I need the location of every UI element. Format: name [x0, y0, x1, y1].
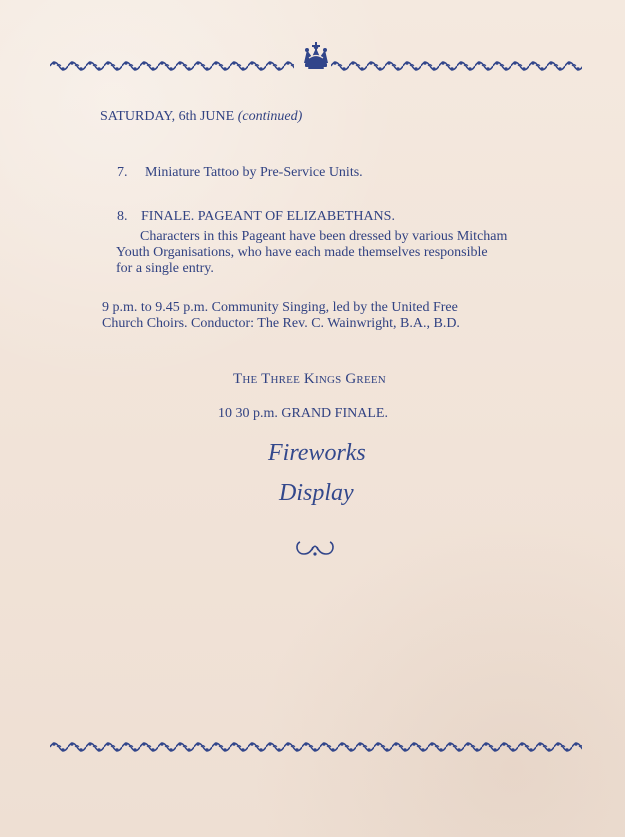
- item-text: Miniature Tattoo by Pre-Service Units.: [145, 165, 363, 180]
- fireworks-line-1: Fireworks: [268, 440, 366, 466]
- item-7: [117, 166, 363, 180]
- header-continued: (continued): [237, 109, 303, 124]
- flourish-icon: [294, 536, 336, 560]
- item-8-description-line-1: Characters in this Pageant have been dressed by various Mitcham: [140, 229, 508, 244]
- bottom-border: [50, 740, 582, 754]
- venue-line: The Three Kings Green: [233, 371, 386, 387]
- item-8: [117, 210, 395, 224]
- community-singing-line-1: 9 p.m. to 9.45 p.m. Community Singing, led by the United Free: [102, 300, 458, 315]
- top-border-right: [331, 59, 582, 73]
- header-line: [100, 110, 302, 124]
- item-8-description: [116, 229, 560, 277]
- community-singing-line-2: Church Choirs. Conductor: The Rev. C. Wainwright, B.A., B.D.: [102, 316, 460, 331]
- community-singing: [102, 300, 522, 332]
- fireworks-line-2: Display: [279, 480, 354, 506]
- item-text: FINALE. PAGEANT OF ELIZABETHANS.: [141, 209, 395, 224]
- header-title: SATURDAY, 6th JUNE: [100, 109, 235, 124]
- top-border-left: [50, 59, 294, 73]
- item-8-description-line-3: for a single entry.: [116, 261, 214, 276]
- item-8-description-line-2: Youth Organisations, who have each made themselves responsible: [116, 245, 488, 260]
- item-number: 7.: [117, 165, 128, 180]
- crown-icon: [297, 40, 335, 74]
- grand-finale-line: 10 30 p.m. GRAND FINALE.: [218, 406, 388, 421]
- item-number: 8.: [117, 209, 128, 224]
